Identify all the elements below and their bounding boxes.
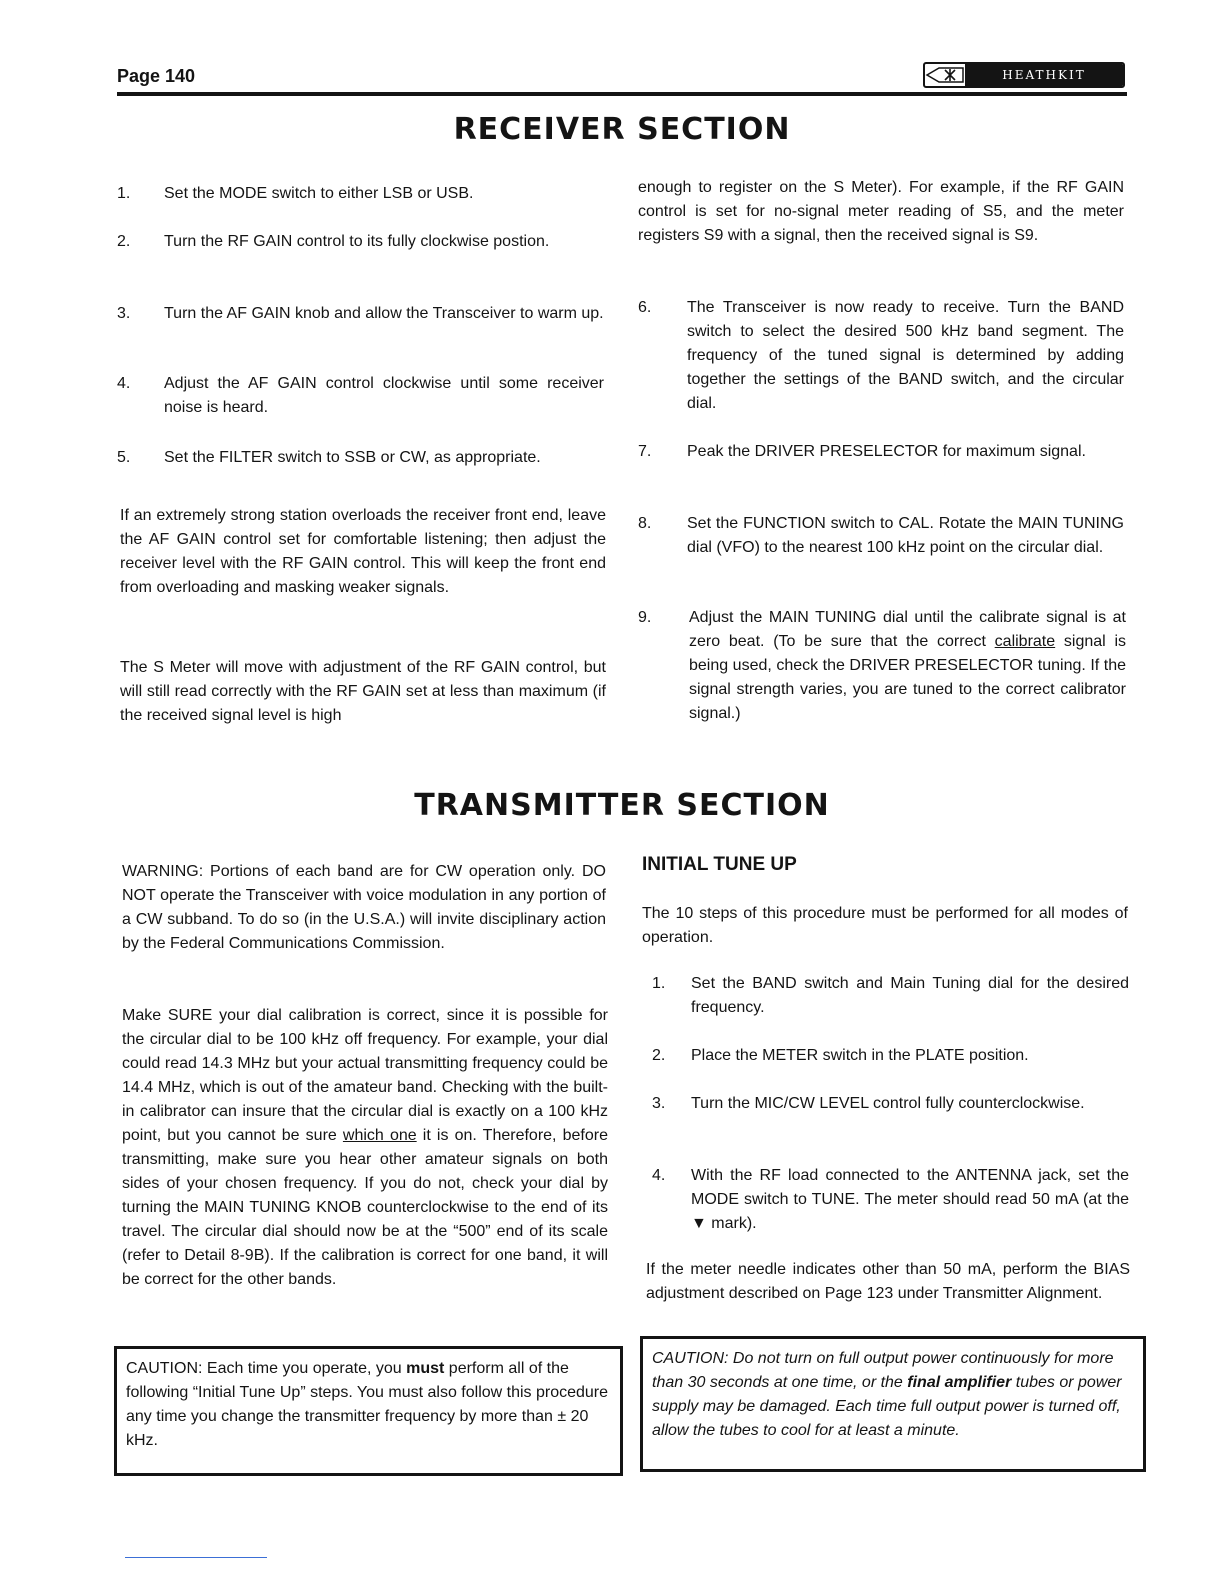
step-number: 2. (117, 233, 131, 250)
cw-warning-paragraph: WARNING: Portions of each band are for CW operation only. DO NOT operate the Transceiver with voice modulation in any portion of a CW subband. To do so (in the U.S.A.) will invite disciplinary action by the Federal Communications Commission. (122, 863, 606, 952)
receiver-section-title: RECEIVER SECTION (453, 112, 791, 147)
underlined-phrase: which one (342, 1127, 417, 1144)
initial-tune-up-heading: INITIAL TUNE UP (642, 854, 797, 875)
s-meter-paragraph: The S Meter will move with adjustment of the RF GAIN control, but will still read correctly with the RF GAIN set at less than maximum (if the received signal level is high (120, 659, 606, 724)
step-number: 6. (638, 299, 652, 316)
step-text: Turn the AF GAIN knob and allow the Transceiver to warm up. (164, 305, 604, 322)
paragraph-part: Make SURE your dial calibration is correct, since it is possible for the circular dial to be 100 kHz off frequency. For example, your dial could read 14.3 MHz but your actual transmitting frequency could be 14.4 MHz, which is out of the amateur band. Checking with the built-in calibrator can insure that the circular dial is exactly on a 100 kHz point, but you cannot be sure (122, 1007, 608, 1144)
bottom-rule (125, 1557, 267, 1558)
step-number: 7. (638, 443, 652, 460)
caution-text-part: tubes or power supply may be damaged. Each time full output power is turned off, allow the tubes to cool for at least a minute. (652, 1374, 1122, 1439)
bias-paragraph: If the meter needle indicates other than 50 mA, perform the BIAS adjustment described on Page 123 under Transmitter Alignment. (646, 1261, 1130, 1302)
step-number: 5. (117, 449, 131, 466)
header-rule (117, 92, 1127, 96)
caution-emphasis: must (406, 1360, 445, 1377)
transmitter-section-title: TRANSMITTER SECTION (414, 788, 830, 823)
step-number: 9. (638, 609, 652, 626)
step-text: Set the FUNCTION switch to CAL. Rotate the MAIN TUNING dial (VFO) to the nearest 100 kHz point on the circular dial. (687, 515, 1124, 556)
caution-text-part: perform all of the following “Initial Tune Up” steps. You must also follow this procedure any time you change the transmitter frequency by more than ± 20 kHz. (126, 1360, 609, 1449)
step-text (689, 606, 1126, 726)
step-number: 8. (638, 515, 652, 532)
tune-up-intro: The 10 steps of this procedure must be performed for all modes of operation. (642, 905, 1128, 946)
step-number: 4. (117, 375, 131, 392)
step-text: Adjust the AF GAIN control clockwise until some receiver noise is heard. (164, 375, 604, 416)
step-text: With the RF load connected to the ANTENNA jack, set the MODE switch to TUNE. The meter should read 50 mA (at the ▼ mark). (691, 1167, 1129, 1232)
step-number: 3. (652, 1095, 666, 1112)
paragraph-part: it is on. Therefore, before transmitting, make sure you hear other amateur signals on both sides of your chosen frequency. If you do not, check your dial by turning the MAIN TUNING KNOB counterclockwise to the end of its travel. The circular dial should now be at the “500” end of its scale (refer to Detail 8-9B). If the calibration is correct for one band, it will be correct for the other bands. (122, 1127, 608, 1288)
dial-calibration-paragraph (122, 1004, 608, 1292)
logo-emblem-icon (925, 64, 965, 86)
step-text: Set the MODE switch to either LSB or USB. (164, 185, 474, 202)
caution-box-right (640, 1336, 1146, 1472)
step-text: Set the BAND switch and Main Tuning dial for the desired frequency. (691, 975, 1129, 1016)
caution-text-part: CAUTION: Each time you operate, you (126, 1360, 407, 1377)
step-number: 4. (652, 1167, 666, 1184)
logo-text: HEATHKIT (965, 64, 1123, 86)
caution-box-left (114, 1346, 623, 1476)
step-number: 2. (652, 1047, 666, 1064)
step-text-part: Adjust the MAIN TUNING dial until the calibrate signal is at zero beat. (To be sure that the correct (689, 609, 1126, 650)
step-number: 3. (117, 305, 131, 322)
s-meter-paragraph-continued: enough to register on the S Meter). For example, if the RF GAIN control is set for no-signal meter reading of S5, and the meter registers S9 with a signal, then the received signal is S9. (638, 179, 1124, 244)
step-number: 1. (117, 185, 131, 202)
step-text-part: signal is being used, check the DRIVER PRESELECTOR tuning. If the signal strength varies, you are tuned to the correct calibrator signal.) (689, 633, 1127, 722)
caution-emphasis: final amplifier (907, 1374, 1012, 1391)
overload-paragraph: If an extremely strong station overloads the receiver front end, leave the AF GAIN control set for comfortable listening; then adjust the receiver level with the RF GAIN control. This will keep the front end from overloading and masking weaker signals. (120, 507, 606, 596)
step-number: 1. (652, 975, 666, 992)
heathkit-logo (923, 62, 1125, 88)
step-text: Turn the MIC/CW LEVEL control fully counterclockwise. (691, 1095, 1085, 1112)
step-text: Place the METER switch in the PLATE position. (691, 1047, 1029, 1064)
step-text: Set the FILTER switch to SSB or CW, as appropriate. (164, 449, 541, 466)
underlined-word: calibrate (994, 633, 1056, 650)
step-text: Turn the RF GAIN control to its fully clockwise postion. (164, 233, 550, 250)
step-text: Peak the DRIVER PRESELECTOR for maximum signal. (687, 443, 1086, 460)
step-text: The Transceiver is now ready to receive. Turn the BAND switch to select the desired 500 kHz band segment. The frequency of the tuned signal is determined by adding together the settings of the BAND switch, and the circular dial. (687, 299, 1124, 412)
caution-text-part: CAUTION: Do not turn on full output power continuously for more than 30 seconds at one time, or the (652, 1350, 1114, 1391)
page-number: Page 140 (117, 66, 196, 86)
